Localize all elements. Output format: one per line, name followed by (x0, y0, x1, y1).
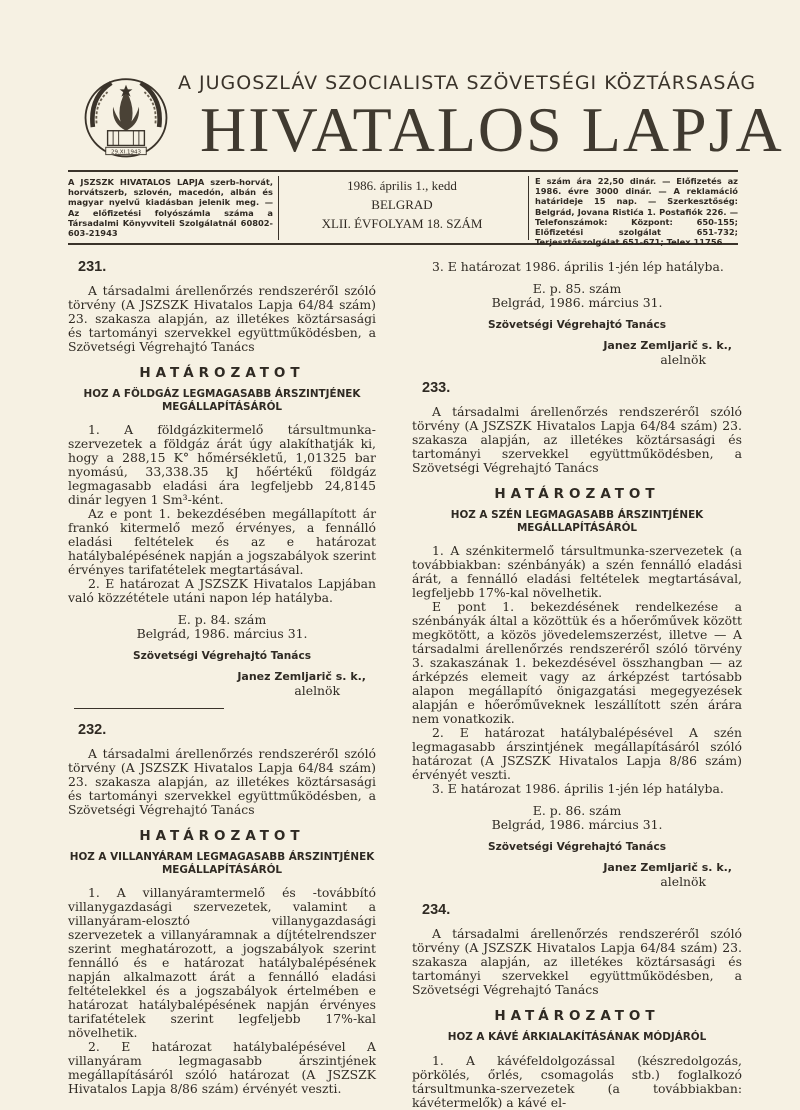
signer-name: Janez Zemljarič s. k., (237, 670, 366, 683)
issue-volume: XLII. ÉVFOLYAM 18. SZÁM (321, 216, 483, 231)
publication-info: A JSZSZK HIVATALOS LAPJA szerb-horvát, horvátszerb, szlovén, macedón, albán és magyar nyelvű kiadásban jelenik meg. — Az előfizetési folyószámla száma a Társadalmi Könyvviteli Szolgálatnál 60802-603-21943 (68, 177, 273, 239)
paragraph: E pont 1. bekezdésének rendelkezése a szénbányák által a közöttük és a hőerőművek között megkötött, a közös jövedelemszerzést, illetve — A társadalmi árellenőrzés rendszeréről szóló törvény 3. szakaszának 1. bekezdésével összhangban — az árképzés elemeit vagy az árképzést tartósabb alapon megállapító önigazgatási megegyezések alapján e hőerőműveknek leszállított szén árára nem vonatkozik. (412, 599, 742, 726)
article-number: 232. (78, 722, 107, 738)
decision-subheading: HOZ A KÁVÉ ÁRKIALAKÍTÁSÁNAK MÓDJÁRÓL (447, 1031, 707, 1043)
paragraph: 3. E határozat 1986. április 1-jén lép hatályba. (432, 781, 724, 796)
paragraph: 1. A szénkitermelő társultmunka-szervezetek (a továbbiakban: szénbányák) a szén fennálló eladási árát, a fennálló eladási feltételek megtartásával, legfeljebb 17%-kal növelhetik. (412, 543, 742, 600)
left-column (68, 260, 376, 1096)
place-date: Belgrád, 1986. március 31. (136, 626, 308, 641)
issue-date: 1986. április 1., kedd (347, 178, 457, 193)
place-date: Belgrád, 1986. március 31. (491, 295, 663, 310)
decision-subheading: HOZ A SZÉN LEGMAGASABB ÁRSZINTJÉNEK MEGÁLLAPÍTÁSÁRÓL (450, 509, 704, 534)
paragraph: 2. E határozat A JSZSZK Hivatalos Lapjában való közzététele utáni napon lép hatályba. (68, 576, 376, 605)
signer (412, 338, 742, 353)
publisher-supertitle: A JUGOSZLÁV SZOCIALISTA SZÖVETSÉGI KÖZTÁRSASÁG (178, 72, 757, 94)
gazette-title: HIVATALOS LAPJA (200, 94, 784, 165)
reference-number: E. p. 84. szám (177, 612, 267, 627)
emblem-date: 29.XI.1943 (111, 149, 141, 156)
signer-name: Janez Zemljarič s. k., (603, 339, 732, 352)
decision-subheading: HOZ A FÖLDGÁZ LEGMAGASABB ÁRSZINTJÉNEK MEGÁLLAPÍTÁSÁRÓL (83, 388, 361, 413)
council-name: Szövetségi Végrehajtó Tanács (487, 841, 667, 853)
decision-heading: HATÁROZATOT (494, 1008, 660, 1024)
article-intro: A társadalmi árellenőrzés rendszeréről szóló törvény (A JSZSZK Hivatalos Lapja 64/84 szám) 23. szakasza alapján, az illetékes köztársasági és tartományi szervekkel együttműködésben, a Szövetségi Végrehajtó Tanács (68, 283, 376, 354)
paragraph: 1. A kávéfeldolgozással (készredolgozás, pörkölés, őrlés, csomagolás stb.) foglalkozó társultmunka-szervezetek (a továbbiakban: kávétermelők) a kávé el- (412, 1052, 742, 1110)
paragraph: 2. E határozat hatálybalépésével A villanyáram legmagasabb árszintjének megállapításáról szóló határozat (A JSZSZK Hivatalos Lapja 8/86 szám) érvényét veszti. (68, 1039, 376, 1096)
article-number: 233. (422, 380, 451, 396)
signer (412, 860, 742, 875)
issue-info (282, 178, 522, 235)
reference-number: E. p. 85. szám (532, 281, 622, 296)
council-name: Szövetségi Végrehajtó Tanács (132, 650, 312, 662)
article-number: 234. (422, 902, 451, 918)
decision-heading: HATÁROZATOT (139, 828, 305, 844)
article-intro: A társadalmi árellenőrzés rendszeréről szóló törvény (A JSZSZK Hivatalos Lapja 64/84 szám) 23. szakasza alapján, az illetékes köztársasági és tartományi szervekkel együttműködésben, a Szövetségi Végrehajtó Tanács (412, 404, 742, 475)
paragraph: 1. A földgázkitermelő társultmunka-szervezetek a földgáz árát úgy alakíthatják ki, hogy a 288,15 K° hőmérsékletű, 1,01325 bar nyomású, 33,338.35 kJ hőértékű földgáz legmagasabb eladási ára legfeljebb 24,8145 dinár legyen 1 Sm³-ként. (68, 422, 376, 507)
paragraph: Az e pont 1. bekezdésében megállapított ár frankó kitermelő mező érvényes, a fennálló eladási feltételek és az e határozat hatálybalépésének napján a jogszabályok szerint érvényes tarifatételek megtartásával. (68, 506, 376, 577)
header-rule-top (68, 170, 738, 172)
subscription-info: E szám ára 22,50 dinár. — Előfizetés az 1986. évre 3000 dinár. — A reklamáció határideje 15 nap. — Szerkesztőség: Belgrád, Jovana Ristića 1. Postafiók 226. — Telefonszámok: Központ: 650-155; Előfizetési szolgálat 651-732; Terjesztőszolgálat 651-671; Telex 11756 (535, 176, 738, 248)
header-divider-right (528, 176, 529, 240)
signer (68, 669, 376, 684)
header-divider-left (278, 176, 279, 240)
paragraph: 2. E határozat hatálybalépésével A szén legmagasabb árszintjének megállapításáról szóló határozat (A JSZSZK Hivatalos Lapja 8/86 szám) érvényét veszti. (412, 725, 742, 782)
article-separator (74, 708, 224, 709)
article-intro: A társadalmi árellenőrzés rendszeréről szóló törvény (A JSZSZK Hivatalos Lapja 64/84 szám) 23. szakasza alapján, az illetékes köztársasági és tartományi szervekkel együttműködésben, a Szövetségi Végrehajtó Tanács (412, 926, 742, 997)
paragraph: 1. A villanyáramtermelő és -továbbító villanygazdasági szervezetek, valamint a villanyáram-elosztó villanygazdasági szervezetek a villanyáramnak a díjtételrendszer szerint meghatározott, a jogszabályok szerint fennálló és e határozat hatálybalépésének napján alkalmazott árát a fennálló eladási feltételekkel és a jogszabályok értelmében e határozat hatálybalépésének napján érvényes tarifatételek szerint legfeljebb 17%-kal növelhetik. (68, 885, 376, 1040)
signer-role: alelnök (294, 683, 340, 698)
article-intro: A társadalmi árellenőrzés rendszeréről szóló törvény (A JSZSZK Hivatalos Lapja 64/84 szám) 23. szakasza alapján, az illetékes köztársasági és tartományi szervekkel együttműködésben, a Szövetségi Végrehajtó Tanács (68, 746, 376, 817)
decision-heading: HATÁROZATOT (139, 365, 305, 381)
signer-name: Janez Zemljarič s. k., (603, 861, 732, 874)
decision-heading: HATÁROZATOT (494, 486, 660, 502)
article-number: 231. (78, 259, 107, 275)
state-emblem-icon (80, 70, 172, 162)
decision-subheading: HOZ A VILLANYÁRAM LEGMAGASABB ÁRSZINTJÉNEK MEGÁLLAPÍTÁSÁRÓL (69, 851, 375, 876)
council-name: Szövetségi Végrehajtó Tanács (487, 319, 667, 331)
place-date: Belgrád, 1986. március 31. (491, 817, 663, 832)
paragraph: 3. E határozat 1986. április 1-jén lép hatályba. (432, 259, 724, 274)
issue-city: BELGRAD (371, 197, 433, 212)
signer-role: alelnök (660, 352, 706, 367)
reference-number: E. p. 86. szám (532, 803, 622, 818)
signer-role: alelnök (660, 874, 706, 889)
right-column (412, 260, 742, 1110)
